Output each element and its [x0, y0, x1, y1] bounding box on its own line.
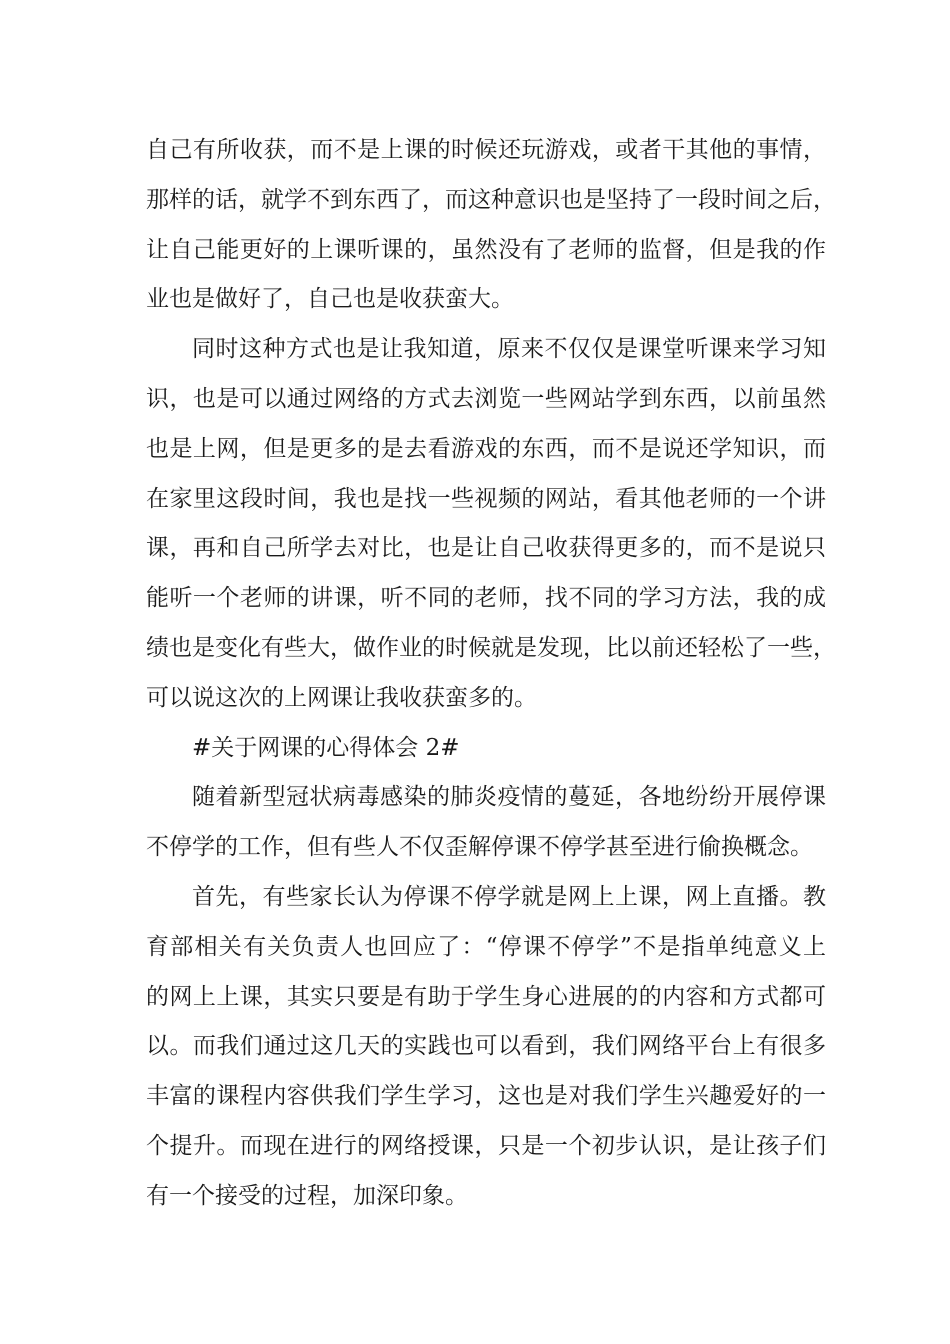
text-line: 在家里这段时间，我也是找一些视频的网站，看其他老师的一个讲: [146, 485, 826, 512]
text-line: 课，再和自己所学去对比，也是让自己收获得更多的，而不是说只: [146, 535, 826, 562]
text-line: 绩也是变化有些大，做作业的时候就是发现，比以前还轻松了一些，: [146, 634, 836, 661]
text-line: 也是上网，但是更多的是去看游戏的东西，而不是说还学知识，而: [146, 435, 826, 462]
text-line: 自己有所收获，而不是上课的时候还玩游戏，或者干其他的事情，: [146, 137, 826, 163]
document-body: [146, 126, 836, 1222]
text-line: 丰富的课程内容供我们学生学习，这也是对我们学生兴趣爱好的一: [146, 1083, 826, 1110]
paragraph-first-line: 同时这种方式也是让我知道，原来不仅仅是课堂听课来学习知: [192, 336, 826, 363]
text-line: 让自己能更好的上课听课的，虽然没有了老师的监督，但是我的作: [146, 236, 826, 263]
text-line: 以。而我们通过这几天的实践也可以看到，我们网络平台上有很多: [146, 1033, 826, 1060]
text-line: 有一个接受的过程，加深印象。: [146, 1182, 468, 1209]
text-line: 能听一个老师的讲课，听不同的老师，找不同的学习方法，我的成: [146, 585, 826, 612]
text-line: 育部相关有关负责人也回应了：“停课不停学”不是指单纯意义上: [146, 933, 826, 960]
text-line: 个提升。而现在进行的网络授课，只是一个初步认识，是让孩子们: [146, 1132, 826, 1159]
paragraph-first-line: 随着新型冠状病毒感染的肺炎疫情的蔓延，各地纷纷开展停课: [192, 784, 826, 811]
text-line: 可以说这次的上网课让我收获蛮多的。: [146, 684, 537, 711]
paragraph-first-line: 首先，有些家长认为停课不停学就是网上上课，网上直播。教: [192, 883, 826, 910]
text-line: 业也是做好了，自己也是收获蛮大。: [146, 286, 514, 313]
text-line: 不停学的工作，但有些人不仅歪解停课不停学甚至进行偷换概念。: [146, 834, 813, 861]
text-line: 的网上上课，其实只要是有助于学生身心进展的的内容和方式都可: [146, 983, 826, 1010]
paragraph-first-line: #关于网课的心得体会 2#: [192, 734, 460, 761]
text-line: 那样的话，就学不到东西了，而这种意识也是坚持了一段时间之后，: [146, 186, 836, 213]
text-line: 识，也是可以通过网络的方式去浏览一些网站学到东西，以前虽然: [146, 385, 826, 412]
